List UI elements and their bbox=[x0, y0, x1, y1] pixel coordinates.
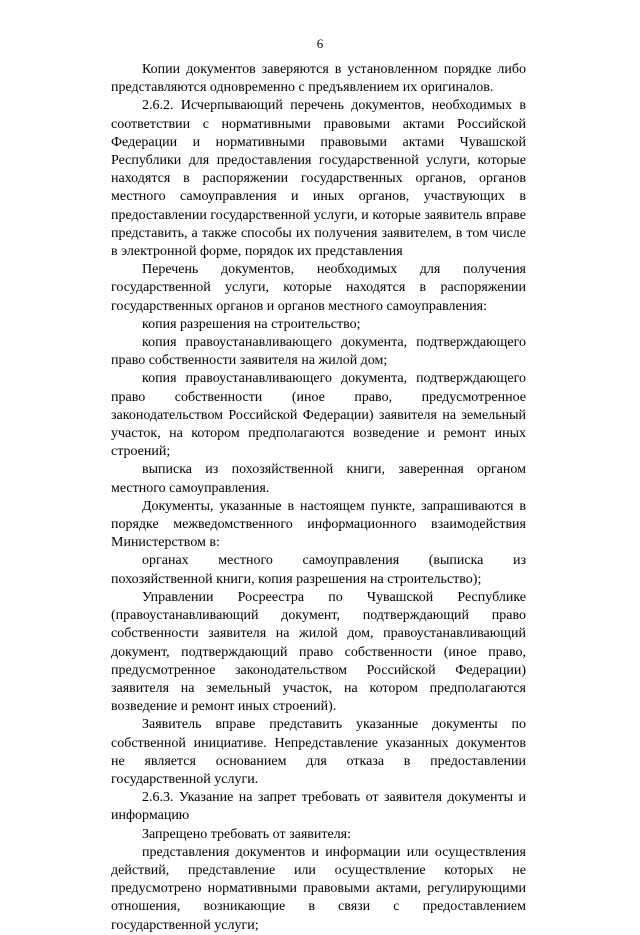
list-item-household-book-extract: выписка из похозяйственной книги, заверенная органом местного самоуправления. bbox=[111, 462, 526, 496]
list-item-rosreestr: Управлении Росреестра по Чувашской Республике (правоустанавливающий документ, подтверждающий право собственности заявителя на жилой дом, правоустанавливающий документ, подтверждающий право собственности (иное право, предусмотренное законодательством Российской Федерации) заявителя на земельный участок, на котором предполагаются возведение и ремонт иных строений). bbox=[111, 589, 526, 715]
paragraph-2-6-3-heading: 2.6.3. Указание на запрет требовать от заявителя документы и информацию bbox=[111, 790, 526, 824]
document-body bbox=[111, 61, 526, 935]
list-item-prohibited-requests: представления документов и информации или осуществления действий, представление или осуществление которых не предусмотрено нормативными правовыми актами, регулирующими отношения, возникающие в связи с предоставлением государственной услуги; bbox=[111, 844, 526, 933]
list-item-house-title-document: копия правоустанавливающего документа, подтверждающего право собственности заявителя на жилой дом; bbox=[111, 335, 526, 369]
paragraph-interagency-request: Документы, указанные в настоящем пункте, запрашиваются в порядке межведомственного информационного взаимодействия Министерством в: bbox=[111, 498, 526, 551]
page-number: 6 bbox=[316, 36, 324, 51]
list-item-building-permit: копия разрешения на строительство; bbox=[142, 316, 361, 332]
paragraph-documents-list-intro: Перечень документов, необходимых для получения государственной услуги, которые находятся в распоряжении государственных органов и органов местного самоуправления: bbox=[111, 262, 526, 314]
paragraph-applicant-initiative: Заявитель вправе представить указанные документы по собственной инициативе. Непредставление указанных документов не является основанием для отказа в предоставлении государственной услуги. bbox=[111, 717, 526, 787]
paragraph-copies-certification: Копии документов заверяются в установленном порядке либо представляются одновременно с предъявлением их оригиналов. bbox=[111, 62, 526, 96]
paragraph-prohibited-intro: Запрещено требовать от заявителя: bbox=[142, 826, 352, 842]
paragraph-2-6-2-heading: 2.6.2. Исчерпывающий перечень документов, необходимых в соответствии с нормативными правовыми актами Российской Федерации и нормативными правовыми актами Чувашской Республики для предоставления государственной услуги, которые находятся в распоряжении государственных органов, органов местного самоуправления и иных органов, участвующих в предоставлении государственной услуги, и которые заявитель вправе представить, а также способы их получения заявителем, в том числе в электронной форме, порядок их представления bbox=[111, 98, 526, 260]
list-item-land-title-document: копия правоустанавливающего документа, подтверждающего право собственности (иное право, предусмотренное законодательством Российской Федерации) заявителя на земельный участок, на котором предполагаются возведение и ремонт иных строений; bbox=[111, 371, 526, 460]
list-item-local-authorities: органах местного самоуправления (выписка из похозяйственной книги, копия разрешения на строительство); bbox=[111, 553, 526, 587]
